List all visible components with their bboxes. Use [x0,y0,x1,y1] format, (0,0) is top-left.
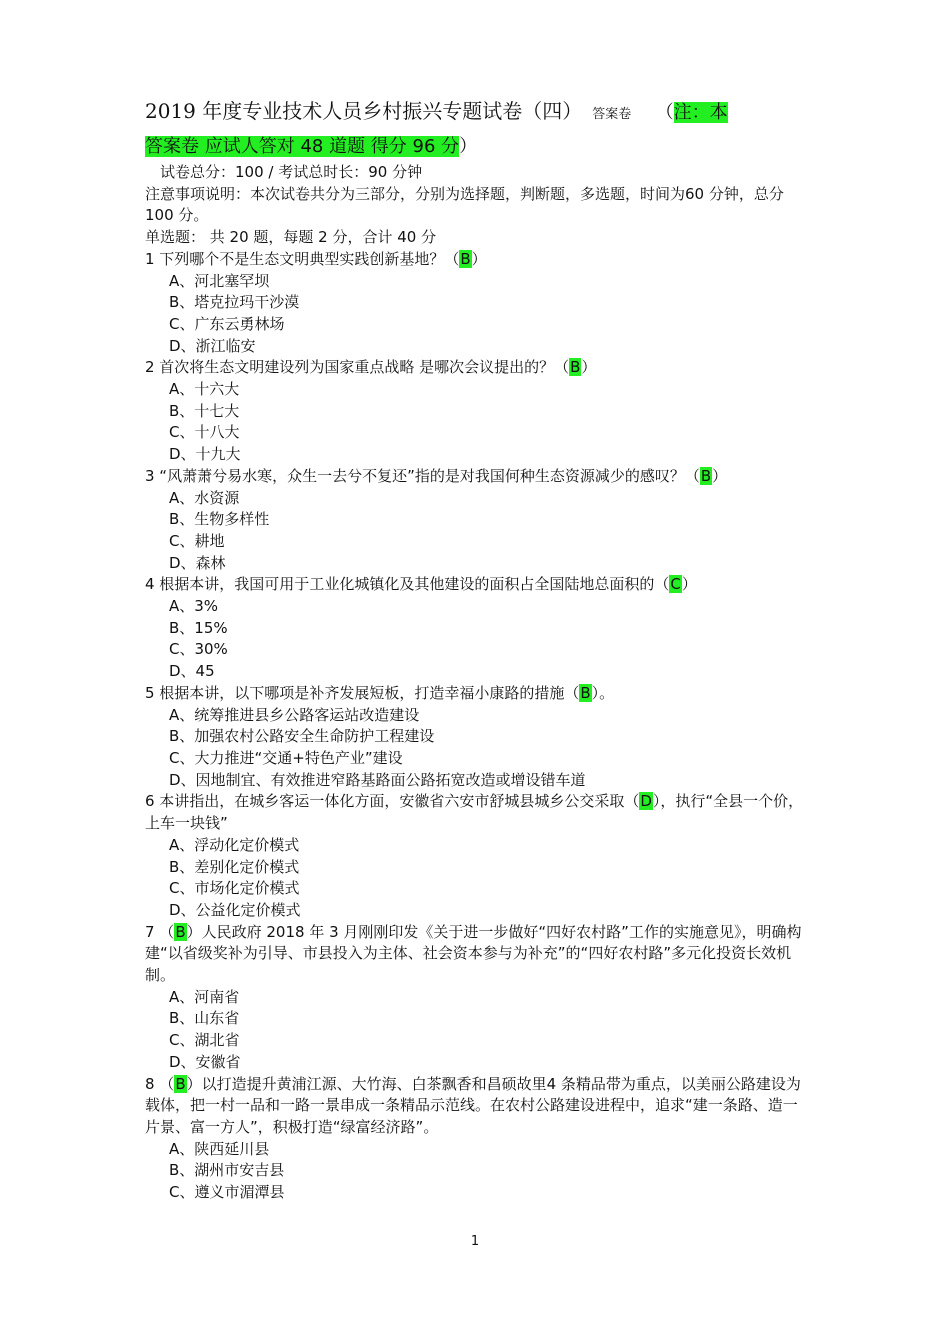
question-item [145,466,809,575]
question-item [145,574,809,683]
answer-highlight: C [670,575,681,594]
question-text: 3 “风萧萧兮易水寒，众生一去兮不复还”指的是对我国何种生态资源减少的感叹？（ [145,466,700,485]
question-item [145,357,809,466]
answer-option: C、广东云勇林场 [169,314,285,333]
answer-option: D、公益化定价模式 [169,900,301,919]
answer-option: C、市场化定价模式 [169,879,300,898]
page-title: 2019 年度专业技术人员乡村振兴专题试卷（四） [145,99,583,123]
score-time-line: 试卷总分：100 / 考试总时长：90 分钟 [160,163,423,181]
question-text-tail: ） [581,358,597,377]
answer-option: D、浙江临安 [169,336,256,355]
answer-option: C、十八大 [169,423,240,442]
question-text: 2 首次将生态文明建设列为国家重点战略 是哪次会议提出的？（ [145,358,570,377]
answer-option: B、差别化定价模式 [169,857,300,876]
answer-highlight: B [175,1074,186,1093]
question-item [145,683,809,792]
answer-option: C、30% [169,640,228,659]
question-stem [145,249,809,271]
answer-option: D、因地制宜、有效推进窄路基路面公路拓宽改造或增设错车道 [169,770,586,789]
answer-option: C、湖北省 [169,1031,240,1050]
answer-option: A、十六大 [169,380,240,399]
question-text: 1 下列哪个不是生态文明典型实践创新基地？（ [145,249,460,268]
note-close: ） [459,136,478,157]
question-text: 5 根据本讲，以下哪项是补齐发展短板，打造幸福小康路的措施（ [145,683,580,702]
notice-text: 注意事项说明：本次试卷共分为三部分，分别为选择题，判断题，多选题，时间为60 分钟，总分 100 分。 [145,184,784,225]
question-text: 7 （ [145,922,175,941]
question-text-tail: ） [681,575,697,594]
question-text-tail: ） [712,466,728,485]
answer-option: B、15% [169,618,228,637]
answer-option: A、统筹推进县乡公路客运站改造建设 [169,705,420,724]
section-heading: 单选题： 共 20 题，每题 2 分，合计 40 分 [145,228,437,247]
question-stem [145,357,809,379]
answer-highlight: B [570,358,581,377]
question-stem [145,1074,809,1139]
question-stem [145,922,809,987]
answer-option: A、浮动化定价模式 [169,835,300,854]
answer-option: A、3% [169,597,219,616]
question-stem [145,791,809,834]
question-text-tail: ）。 [591,683,615,702]
answer-label: 答案卷 [592,107,632,122]
answer-option: D、十九大 [169,445,241,464]
answer-option: D、45 [169,662,215,681]
answer-option: A、陕西延川县 [169,1139,270,1158]
answer-highlight: B [175,922,186,941]
question-item [145,791,809,921]
answer-highlight: B [580,683,591,702]
note-text-line2: 答案卷 应试人答对 48 道题 得分 96 分 [145,136,460,157]
answer-option: C、大力推进“交通+特色产业”建设 [169,748,403,767]
document-content [145,96,809,1204]
answer-option: A、河南省 [169,987,240,1006]
question-stem [145,683,809,705]
note-open: （ [655,102,674,123]
answer-option: B、山东省 [169,1009,240,1028]
question-text-tail: ）以打造提升黄浦江源、大竹海、白茶飘香和昌硕故里4 条精品带为重点，以美丽公路建设为载体，把一村一品和一路一景串成一条精品示范线。在农村公路建设进程中，追求“建一条路、造一片景、富一方人”，积极打造“绿富经济路”。 [145,1074,801,1136]
question-text: 6 本讲指出，在城乡客运一体化方面，安徽省六安市舒城县城乡公交采取（ [145,792,640,811]
answer-highlight: B [700,466,712,485]
question-stem [145,574,809,596]
page-number: 1 [470,1234,480,1249]
question-text-tail: ） [471,249,487,268]
answer-highlight: B [460,249,471,268]
question-item [145,1074,809,1204]
answer-highlight: D [640,792,652,811]
question-item [145,922,809,1074]
question-stem [145,466,809,488]
question-text-tail: ），执行“全县一个价，上车一块钱” [145,792,804,833]
answer-option: B、十七大 [169,401,240,420]
answer-option: D、森林 [169,553,226,572]
answer-option: B、湖州市安吉县 [169,1161,285,1180]
answer-option: D、安徽省 [169,1052,241,1071]
note-text-line1: 注：本 [673,102,728,123]
answer-option: C、耕地 [169,531,225,550]
question-text-tail: ）人民政府 2018 年 3 月刚刚印发《关于进一步做好“四好农村路”工作的实施意见》，明确构建“以省级奖补为引导、市县投入为主体、社会资本参与为补充”的“四好农村路”多元化投资长效机制。 [145,922,802,985]
answer-option: A、水资源 [169,488,240,507]
answer-option: C、遵义市湄潭县 [169,1183,285,1202]
answer-option: A、河北塞罕坝 [169,271,270,290]
document-header [145,96,809,162]
question-list [145,249,809,1204]
answer-option: B、生物多样性 [169,510,270,529]
question-text: 4 根据本讲，我国可用于工业化城镇化及其他建设的面积占全国陆地总面积的（ [145,575,670,594]
question-item [145,249,809,358]
question-text: 8 （ [145,1074,175,1093]
answer-option: B、塔克拉玛干沙漠 [169,293,300,312]
answer-option: B、加强农村公路安全生命防护工程建设 [169,727,435,746]
